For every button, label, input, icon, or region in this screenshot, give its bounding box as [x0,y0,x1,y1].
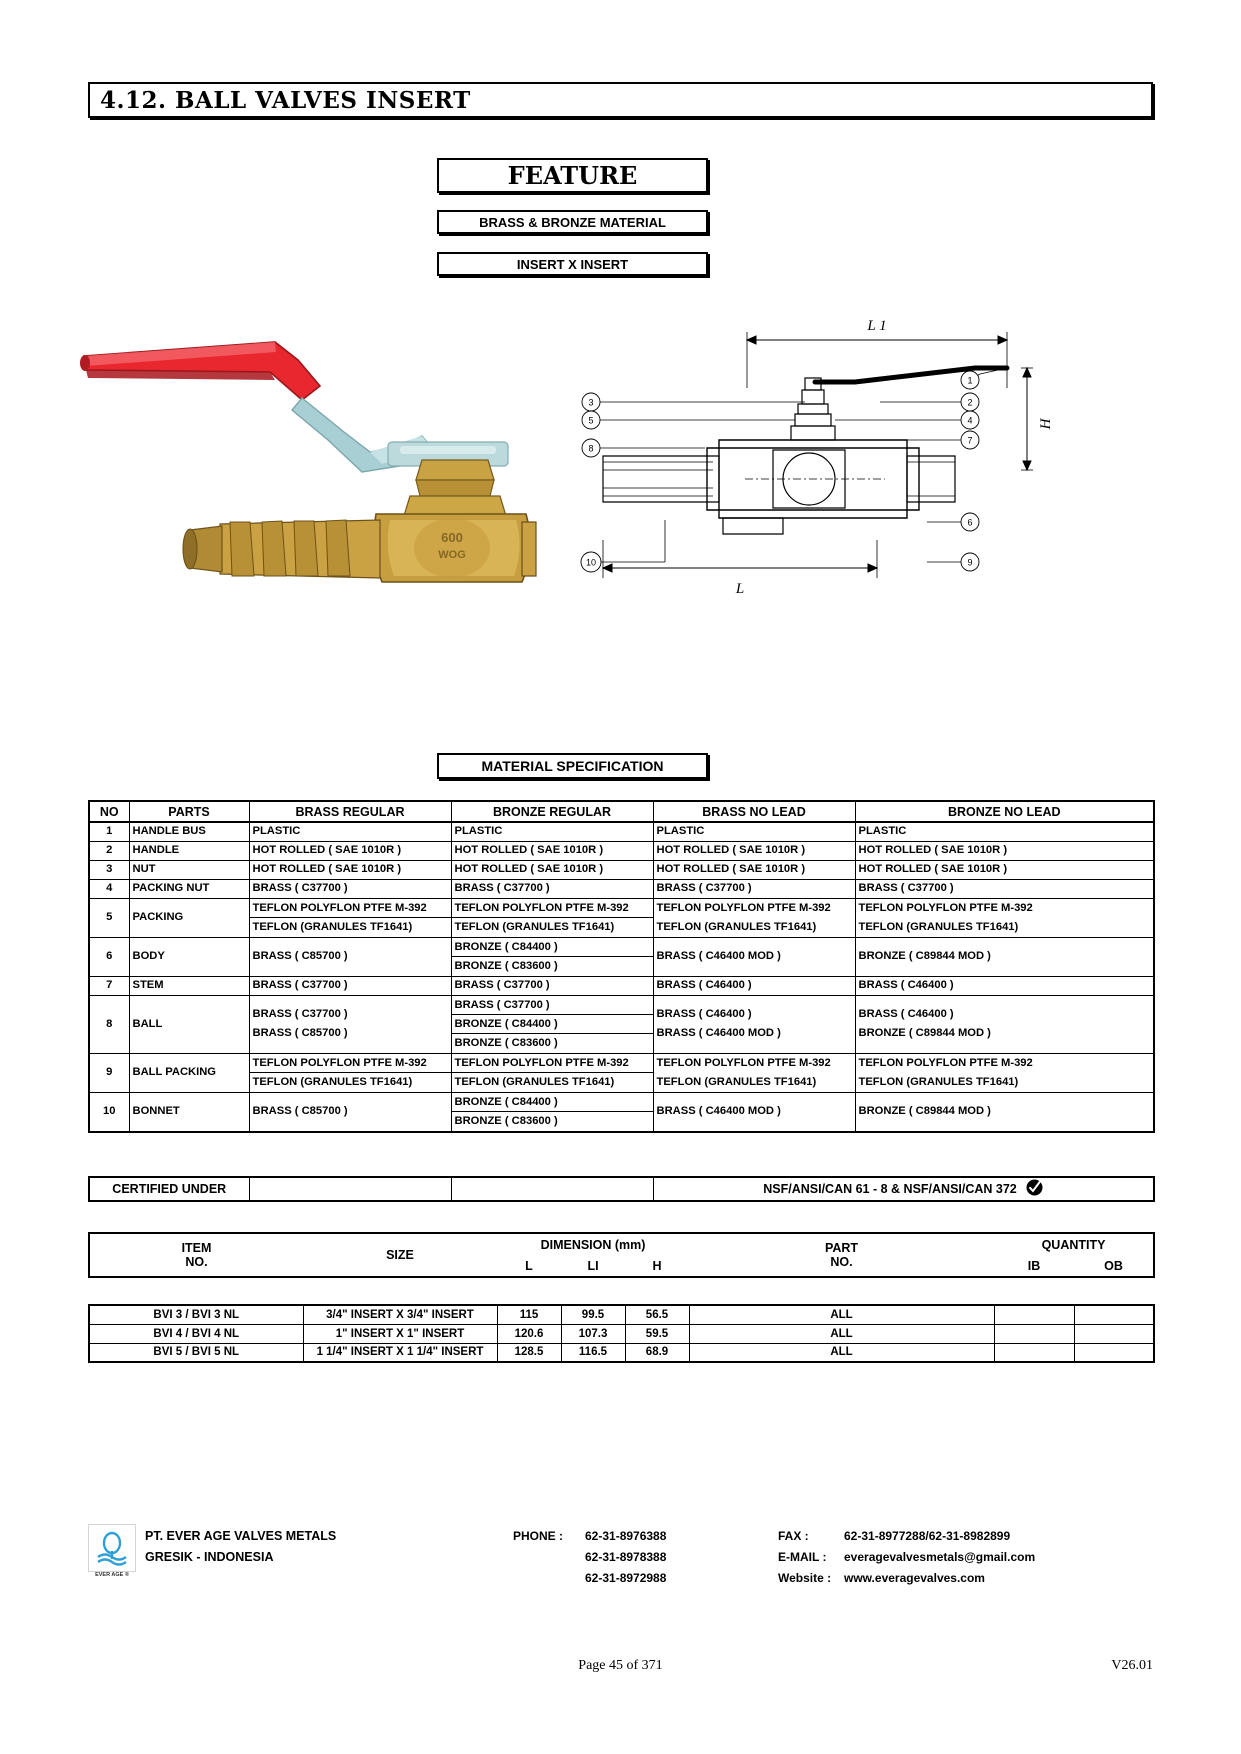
callout-4 [961,411,979,429]
material-cell-bronze-no-lead [855,898,1154,937]
callout-8 [582,439,600,457]
dim-size: 1 1/4" INSERT X 1 1/4" INSERT [303,1343,497,1362]
material-specification-title: MATERIAL SPECIFICATION [481,758,664,774]
material-cell-brass-no-lead: BRASS ( C46400 MOD ) [653,937,855,976]
material-cell-brass-no-lead: HOT ROLLED ( SAE 1010R ) [653,860,855,879]
material-subcell: BRONZE ( C83600 ) [454,959,558,972]
dim-item-no: BVI 5 / BVI 5 NL [89,1343,303,1362]
dim-h: 59.5 [625,1324,689,1343]
certified-under-value [653,1177,1154,1201]
material-row-part: PACKING [129,898,249,937]
material-cell-brass-no-lead: BRASS ( C46400 ) [653,976,855,995]
material-subcell: BRASS ( C46400 ) [656,1008,752,1020]
dimhead-ib: IB [1027,1258,1041,1273]
material-subcell: TEFLON POLYFLON PTFE M-392 [656,901,831,914]
dimhead-part-line1: PART [824,1241,859,1255]
material-row-no: 10 [89,1092,129,1132]
th-brass-reg: BRASS REGULAR [249,801,451,822]
website-value[interactable]: www.everagevalves.com [844,1571,985,1585]
dim-li: 107.3 [561,1324,625,1343]
material-row-no: 1 [89,822,129,841]
material-row-no: 4 [89,879,129,898]
phone-label-blank-2 [513,1568,585,1589]
material-subcell: BRASS ( C85700 ) [252,1027,348,1039]
table-row [89,976,1154,995]
svg-text:600: 600 [441,530,463,545]
material-row-part: BALL [129,995,249,1053]
material-subcell: TEFLON (GRANULES TF1641) [858,1075,1019,1088]
svg-text:7: 7 [967,435,973,446]
email-label: E-MAIL : [778,1550,827,1564]
phone-value-0: 62-31-8976388 [585,1529,667,1543]
material-cell-brass-regular: BRASS ( C85700 ) [249,937,451,976]
material-row-part: HANDLE BUS [129,822,249,841]
material-subcell: TEFLON (GRANULES TF1641) [656,920,817,933]
dim-ob [1074,1324,1154,1343]
page-number-bar [88,1658,1153,1674]
material-row-part: BALL PACKING [129,1053,249,1092]
material-cell-bronze-regular: HOT ROLLED ( SAE 1010R ) [451,841,653,860]
page-footer-company-block [88,1520,1153,1600]
dim-ib [994,1343,1074,1362]
svg-text:9: 9 [967,557,973,568]
material-cell-brass-regular [249,1053,451,1092]
dimhead-part [689,1233,994,1277]
table-row [89,841,1154,860]
material-cell-bronze-regular: BRASS ( C37700 ) [451,879,653,898]
feature-item-0-label: BRASS & BRONZE MATERIAL [479,214,666,230]
material-cell-bronze-regular [451,1053,653,1092]
dimension-table [88,1304,1155,1363]
material-cell-bronze-no-lead: HOT ROLLED ( SAE 1010R ) [855,860,1154,879]
material-cell-brass-regular [249,898,451,937]
dimension-label-h: H [1038,418,1054,430]
table-row [89,1305,1154,1324]
document-version: V26.01 [1111,1658,1153,1673]
material-subcell: TEFLON (GRANULES TF1641) [656,1075,817,1088]
material-cell-brass-regular [249,995,451,1053]
material-cell-brass-no-lead [653,995,855,1053]
dimhead-item [89,1233,303,1277]
material-row-no: 3 [89,860,129,879]
page-number: Page 45 of 371 [578,1658,663,1673]
material-row-part: PACKING NUT [129,879,249,898]
material-subcell: BRONZE ( C83600 ) [454,1036,558,1049]
dimension-label-l: L [735,581,745,597]
dim-l: 115 [497,1305,561,1324]
material-cell-bronze-regular: PLASTIC [451,822,653,841]
svg-text:8: 8 [588,443,594,454]
table-row [89,1343,1154,1362]
material-cell-bronze-no-lead: BRASS ( C37700 ) [855,879,1154,898]
th-parts: PARTS [129,801,249,822]
material-cell-brass-regular: BRASS ( C37700 ) [249,976,451,995]
material-cell-brass-regular: HOT ROLLED ( SAE 1010R ) [249,860,451,879]
material-cell-bronze-regular [451,1092,653,1132]
material-subcell: TEFLON (GRANULES TF1641) [454,1075,615,1088]
material-specification-banner [437,753,708,779]
material-subcell: BRONZE ( C84400 ) [452,1093,653,1112]
website-label: Website : [778,1571,832,1585]
company-logo [88,1524,136,1572]
material-subcell: BRONZE ( C89844 MOD ) [858,1027,991,1039]
material-subcell: BRASS ( C37700 ) [252,1008,348,1020]
material-cell-brass-no-lead: BRASS ( C46400 MOD ) [653,1092,855,1132]
svg-text:WOG: WOG [438,549,466,561]
dim-item-no: BVI 4 / BVI 4 NL [89,1324,303,1343]
right-insert-barb-graphic [522,522,536,576]
th-bronze-reg: BRONZE REGULAR [451,801,653,822]
material-row-no: 6 [89,937,129,976]
dimhead-size: SIZE [386,1248,414,1262]
svg-text:3: 3 [588,397,594,408]
material-cell-brass-regular: HOT ROLLED ( SAE 1010R ) [249,841,451,860]
page-title [88,82,1153,118]
phone-value-2: 62-31-8972988 [585,1571,667,1585]
material-row-no: 9 [89,1053,129,1092]
dim-li: 99.5 [561,1305,625,1324]
material-row-no: 5 [89,898,129,937]
material-subcell: TEFLON POLYFLON PTFE M-392 [452,1054,653,1073]
material-cell-bronze-no-lead: BRONZE ( C89844 MOD ) [855,1092,1154,1132]
dimhead-item-line1: ITEM [181,1241,212,1255]
material-cell-bronze-regular [451,937,653,976]
table-row [89,1053,1154,1092]
material-cell-bronze-no-lead [855,1053,1154,1092]
dim-li: 116.5 [561,1343,625,1362]
material-cell-brass-regular: BRASS ( C85700 ) [249,1092,451,1132]
material-cell-bronze-no-lead: BRONZE ( C89844 MOD ) [855,937,1154,976]
fax-label: FAX : [778,1529,809,1543]
material-cell-bronze-no-lead [855,995,1154,1053]
table-row [89,1092,1154,1132]
material-row-part: STEM [129,976,249,995]
material-subcell: TEFLON POLYFLON PTFE M-392 [452,899,653,918]
material-subcell: TEFLON POLYFLON PTFE M-392 [858,1056,1033,1069]
table-row [89,879,1154,898]
dim-size: 3/4" INSERT X 3/4" INSERT [303,1305,497,1324]
material-subcell: TEFLON (GRANULES TF1641) [858,920,1019,933]
dimension-table-header [88,1232,1155,1278]
material-cell-brass-no-lead: BRASS ( C37700 ) [653,879,855,898]
company-phone-block [513,1526,705,1589]
material-subcell: TEFLON (GRANULES TF1641) [454,920,615,933]
feature-heading-text: FEATURE [507,161,638,190]
dim-part-no: ALL [689,1324,994,1343]
svg-text:2: 2 [967,397,973,408]
svg-text:5: 5 [588,415,594,426]
certified-blank-2 [451,1177,653,1201]
material-cell-bronze-no-lead: BRASS ( C46400 ) [855,976,1154,995]
svg-text:10: 10 [585,557,597,568]
th-brass-nl: BRASS NO LEAD [653,801,855,822]
dimhead-dimension: DIMENSION (mm) [540,1237,646,1252]
dim-ib [994,1305,1074,1324]
phone-label-blank-1 [513,1547,585,1568]
table-row [89,822,1154,841]
callout-3 [582,393,600,411]
material-subcell: BRONZE ( C84400 ) [452,938,653,957]
material-cell-bronze-regular [451,995,653,1053]
material-cell-brass-regular: PLASTIC [249,822,451,841]
table-row [89,1324,1154,1343]
dimhead-ob: OB [1104,1258,1123,1273]
material-cell-bronze-regular [451,898,653,937]
material-row-part: NUT [129,860,249,879]
dimhead-li: LI [587,1258,599,1273]
dim-h: 68.9 [625,1343,689,1362]
material-row-part: BODY [129,937,249,976]
material-cell-brass-no-lead: PLASTIC [653,822,855,841]
dim-part-no: ALL [689,1305,994,1324]
left-insert-barb-graphic [183,520,380,578]
material-subcell: TEFLON (GRANULES TF1641) [252,920,413,933]
material-cell-brass-no-lead [653,898,855,937]
svg-text:1: 1 [967,375,973,386]
material-cell-brass-no-lead: HOT ROLLED ( SAE 1010R ) [653,841,855,860]
feature-heading-box [437,158,708,193]
dim-ob [1074,1305,1154,1324]
material-subcell: BRONZE ( C83600 ) [454,1114,558,1127]
technical-drawing [555,310,1075,610]
dimhead-part-line2: NO. [830,1255,853,1269]
dimhead-h: H [652,1258,662,1273]
email-value[interactable]: everagevalvesmetals@gmail.com [844,1550,1036,1564]
th-bronze-nl: BRONZE NO LEAD [855,801,1154,822]
material-row-part: HANDLE [129,841,249,860]
table-row [89,898,1154,937]
svg-text:6: 6 [967,517,973,528]
material-cell-brass-regular: BRASS ( C37700 ) [249,879,451,898]
callout-10 [581,552,601,572]
callout-7 [961,431,979,449]
material-subcell: BRASS ( C46400 MOD ) [656,1027,781,1039]
fax-value: 62-31-8977288/62-31-8982899 [844,1529,1011,1543]
dimhead-item-line2: NO. [185,1255,208,1269]
th-no: NO [89,801,129,822]
material-specification-table [88,800,1155,1133]
company-contact-block [778,1526,1035,1589]
material-subcell: TEFLON POLYFLON PTFE M-392 [250,899,451,918]
callout-5 [582,411,600,429]
company-location: GRESIK - INDONESIA [145,1550,274,1564]
certified-standard-text: NSF/ANSI/CAN 61 - 8 & NSF/ANSI/CAN 372 [763,1182,1017,1196]
material-subcell: TEFLON POLYFLON PTFE M-392 [858,901,1033,914]
dim-ib [994,1324,1074,1343]
feature-item-material [437,210,708,234]
material-row-no: 8 [89,995,129,1053]
company-address-block [145,1526,336,1568]
dimhead-l: L [525,1258,533,1273]
material-subcell: BRONZE ( C84400 ) [452,1015,653,1034]
table-row [89,995,1154,1053]
callout-1 [961,371,979,389]
valve-body-graphic [370,514,540,586]
feature-item-connection [437,252,708,276]
nsf-certification-mark-icon [1026,1179,1043,1199]
material-table-header-row [89,801,1154,822]
dim-l: 128.5 [497,1343,561,1362]
svg-text:4: 4 [967,415,973,426]
material-cell-bronze-no-lead: PLASTIC [855,822,1154,841]
dim-size: 1" INSERT X 1" INSERT [303,1324,497,1343]
material-subcell: BRASS ( C37700 ) [452,996,653,1015]
callout-2 [961,393,979,411]
product-photo [70,320,540,595]
phone-label: PHONE : [513,1529,564,1543]
dim-l: 120.6 [497,1324,561,1343]
certified-under-table [88,1176,1155,1202]
phone-value-1: 62-31-8978388 [585,1550,667,1564]
material-row-part: BONNET [129,1092,249,1132]
material-cell-bronze-regular: HOT ROLLED ( SAE 1010R ) [451,860,653,879]
material-cell-bronze-no-lead: HOT ROLLED ( SAE 1010R ) [855,841,1154,860]
table-row [89,860,1154,879]
material-cell-bronze-regular: BRASS ( C37700 ) [451,976,653,995]
dim-h: 56.5 [625,1305,689,1324]
callout-9 [961,553,979,571]
material-row-no: 7 [89,976,129,995]
company-name: PT. EVER AGE VALVES METALS [145,1529,337,1543]
callout-6 [961,513,979,531]
dim-part-no: ALL [689,1343,994,1362]
certified-under-label: CERTIFIED UNDER [89,1177,249,1201]
table-row [89,937,1154,976]
handle-lever-graphic [80,342,320,400]
dimension-label-l1: L 1 [867,318,887,334]
material-subcell: TEFLON POLYFLON PTFE M-392 [250,1054,451,1073]
material-row-no: 2 [89,841,129,860]
dim-ob [1074,1343,1154,1362]
material-subcell: TEFLON (GRANULES TF1641) [252,1075,413,1088]
material-subcell: TEFLON POLYFLON PTFE M-392 [656,1056,831,1069]
material-cell-brass-no-lead [653,1053,855,1092]
certified-under-row [89,1177,1154,1201]
certified-blank-1 [249,1177,451,1201]
material-subcell: BRASS ( C46400 ) [858,1008,954,1020]
packing-nut-graphic [416,460,494,496]
company-logo-caption: EVER AGE ® [95,1572,129,1578]
bonnet-graphic [404,496,506,516]
dimhead-quantity: QUANTITY [1041,1237,1106,1252]
feature-item-1-label: INSERT X INSERT [516,256,629,272]
dim-item-no: BVI 3 / BVI 3 NL [89,1305,303,1324]
page-title-text: 4.12. BALL VALVES INSERT [100,86,471,114]
